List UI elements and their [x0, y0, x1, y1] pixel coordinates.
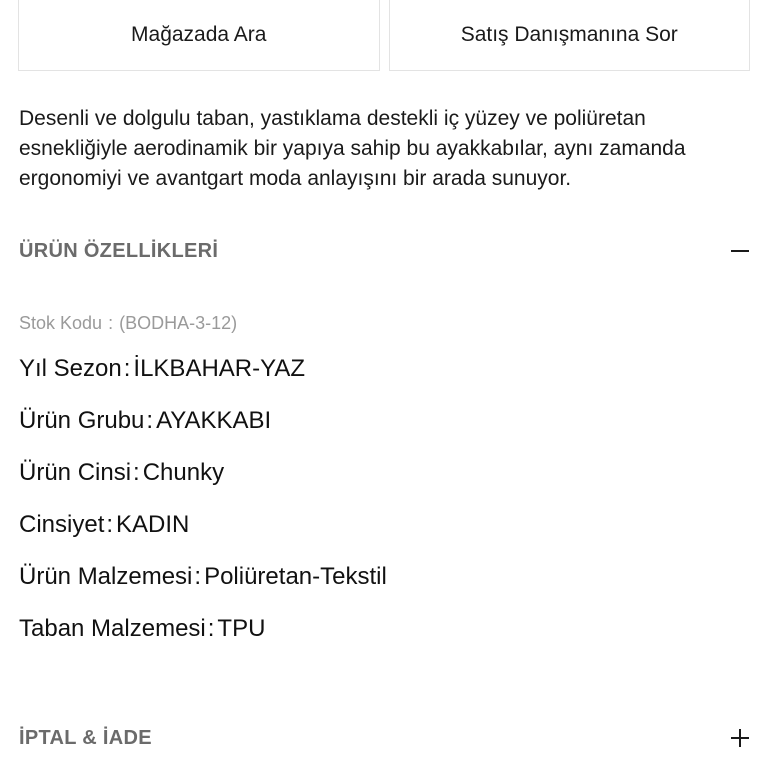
spec-value: KADIN [116, 511, 190, 538]
spec-row-season [19, 355, 739, 407]
spec-row-group [19, 407, 739, 459]
colon-separator: : [146, 407, 154, 434]
action-buttons [18, 0, 750, 72]
product-features-header[interactable] [19, 236, 751, 266]
spec-label: Ürün Cinsi [19, 459, 132, 486]
colon-separator: : [133, 459, 140, 486]
spec-value: TPU [217, 615, 266, 642]
store-search-button[interactable]: Mağazada Ara [18, 0, 380, 71]
colon-separator: : [194, 563, 202, 590]
spec-label: Taban Malzemesi [19, 615, 206, 642]
minus-icon[interactable] [729, 240, 751, 262]
plus-icon[interactable] [729, 727, 751, 749]
spec-label: Yıl Sezon [19, 355, 122, 382]
spec-row-material [19, 563, 739, 615]
product-features-title: ÜRÜN ÖZELLİKLERİ [19, 239, 219, 262]
spec-list [19, 355, 739, 667]
spec-label: Ürün Malzemesi [19, 563, 193, 590]
colon-separator: : [108, 313, 114, 333]
spec-row-type [19, 459, 739, 511]
colon-separator: : [207, 615, 215, 642]
spec-label: Cinsiyet [19, 511, 105, 538]
spec-value: AYAKKABI [156, 407, 272, 434]
spec-value: İLKBAHAR-YAZ [133, 355, 306, 382]
cancel-return-header[interactable] [19, 723, 751, 753]
spec-value: Poliüretan-Tekstil [204, 563, 387, 590]
product-description: Desenli ve dolgulu taban, yastıklama destekli iç yüzey ve poliüretan esnekliğiyle aerodinamik bir yapıya sahip bu ayakkabılar, aynı zamanda ergonomiyi ve avantgart moda anlayışını bir arada sunuyor. [19, 107, 686, 190]
stock-code [19, 313, 237, 334]
colon-separator: : [123, 355, 131, 382]
spec-value: Chunky [142, 459, 225, 486]
stock-code-value: (BODHA-3-12) [119, 313, 238, 333]
spec-label: Ürün Grubu [19, 407, 145, 434]
stock-code-label: Stok Kodu [19, 313, 103, 333]
ask-sales-advisor-button[interactable]: Satış Danışmanına Sor [389, 0, 751, 71]
cancel-return-title: İPTAL & İADE [19, 726, 152, 749]
spec-row-gender [19, 511, 739, 563]
colon-separator: : [106, 511, 114, 538]
spec-row-sole-material [19, 615, 739, 667]
